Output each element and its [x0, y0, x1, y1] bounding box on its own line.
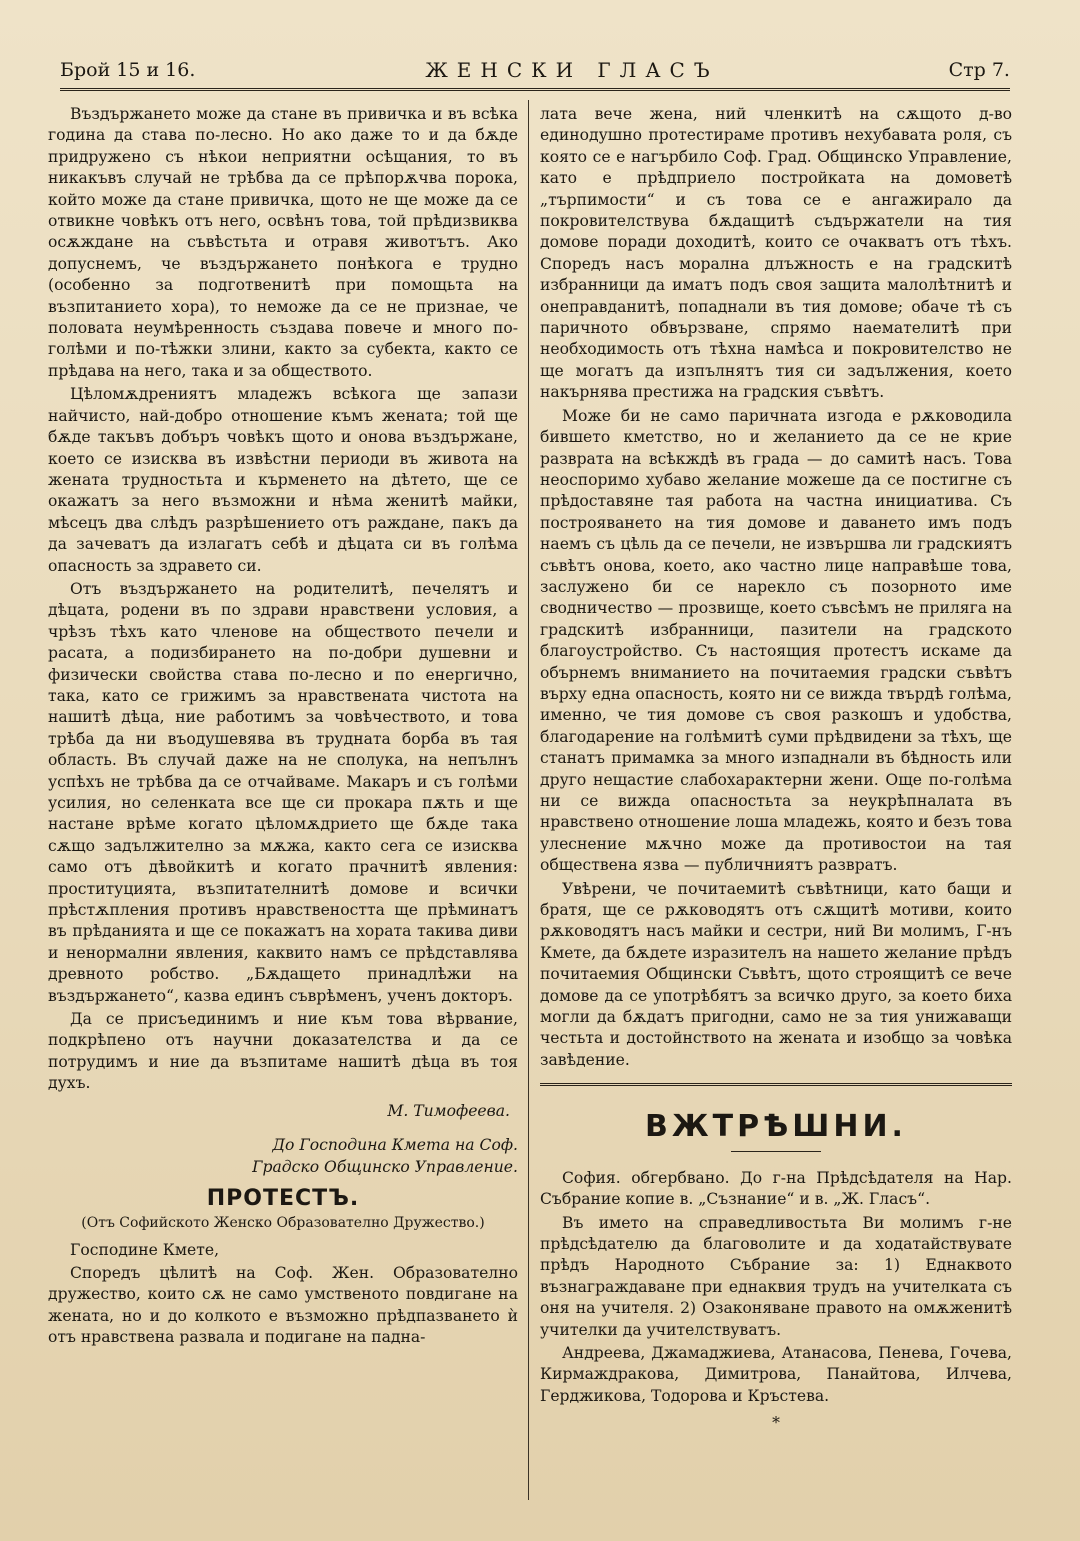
section-heading: ВЖТРѢШНИ. [645, 1109, 907, 1145]
article-paragraph: Въздържането може да стане въ привичка и въ всѣка година да става по-лесно. Но ако даже то и да бѫде придружено съ нѣкои неприятни осѣщания, то въ никакъвъ случай не трѣбва да се прѣпорѫчва порока, който може да стане привичка, щото не ще може да се отвикне човѣкъ отъ него, освѣнъ това, той прѣдизвиква осѫждане на съвѣстьта и отравя животътъ. Ако допуснемъ, че въздържането понѣкога е трудно (особенно за подготвенитѣ при помощьта на възпитанието хора), то неможе да се не признае, че половата неумѣренность създава повече и много по-голѣми и по-тѣжки злини, както за субекта, както се прѣдава на него, така и за обществото. [48, 105, 518, 380]
end-mark: * [772, 1414, 780, 1433]
author-signature: М. Тимофеева. [387, 1101, 510, 1120]
header-rule [60, 88, 1010, 91]
article-paragraph: Отъ въздържането на родителитѣ, печелятъ и дѣцата, родени въ по здрави нравствени условия, а чрѣзъ тѣхъ като членове на обществото печели и расата, а подизбирането на по-добри душевни и физически свойства става по-лесно и по енергично, така, като се грижимъ за нравствената чистота на нашитѣ дѣца, ние работимъ за човѣчеството, и това трѣба да ни въодушевява въ трудната борба въ тая область. Въ случай даже на не сполука, на непълнъ успѣхъ не трѣбва да се отчайваме. Макаръ и съ голѣми усилия, но селенката все ще си прокара пѫть и ще настане врѣме когато цѣломѫдрието ще бѫде така сѫщо задължително за мѫжа, както сега се изисква само отъ дѣвойкитѣ и когато прачнитѣ явления: проституцията, възпитателнитѣ домове и всички прѣстѫпления противъ нравствеността ще прѣминатъ въ прѣданията и ще се покажатъ на хората такива диви и ненормални явления, каквито намъ се прѣдставлява древното робство. „Бѫдащето принадлѣжи на въздържането“, казва единъ съврѣменъ, ученъ докторъ. [48, 579, 518, 1005]
notice-intro: София. обгербвано. До г-на Прѣдсѣдателя на Нар. Събрание копие в. „Съзнание“ и в. „Ж. Гласъ“. [540, 1168, 1012, 1209]
greeting: Господине Кмете, [70, 1240, 220, 1259]
page-header [60, 50, 1010, 90]
address-line: До Господина Кмета на Соф. [272, 1136, 518, 1155]
issue-number: Брой 15 и 16. [60, 59, 196, 81]
letter-address [48, 1134, 518, 1178]
article-paragraph: Цѣломѫдрениятъ младежъ всѣкога ще запази найчисто, най-добро отношение къмъ жената; той ще бѫде такъвъ добъръ човѣкъ щото и онова въздържане, което се изисква въ извѣстни периоди въ живота на жената трудностьта и кърменето на дѣтето, ще се окажатъ за него възможни и нѣма женитѣ майки, мѣсецъ два слѣдъ разрѣшението отъ раждане, пакъ да да зачеватъ да излагатъ себѣ и дѣцата си въ голѣма опасность за здравето си. [48, 385, 518, 575]
protest-heading: ПРОТЕСТЪ. [206, 1186, 360, 1212]
section-rule [540, 1083, 1012, 1086]
left-column [48, 104, 518, 1501]
signatories: Андреева, Джамаджиева, Атанасова, Пенева, Гочева, Кирмаждракова, Димитрова, Панайтова, Илчева, Герджикова, Тодорова и Кръстева. [540, 1343, 1012, 1405]
page-number: Стр 7. [948, 59, 1010, 81]
right-column [540, 104, 1012, 1501]
article-paragraph: Може би не само паричната изгода е рѫководила бившето кметство, но и желанието да се не крие разврата на всѣкждѣ въ града — до самитѣ насъ. Това неоспоримо хубаво желание можеше да се постигне съ прѣдоставяне тая работа на частна инициатива. Съ построяването на тия домове и даването имъ подъ наемъ съ цѣль да се печели, не извършва ли градскиятъ съвѣтъ онова, което, ако частно лице направѣше това, заслужено би се нарекло съ позорното име сводничество — прозвище, което съвсѣмъ не приляга на градскитѣ избранници, пазители на градското благоустройство. Съ настоящия протестъ искаме да обърнемъ вниманието на почитаемия градски съвѣтъ върху една опасность, която ни се вижда твърдѣ голѣма, именно, че тия домове съ своя разкошъ и удобства, благодарение на голѣмитѣ суми прѣдвидени за тѣхъ, ще станатъ примамка за много изпаднали въ бѣдность или друго нещастие слабохарактерни жени. Още по-голѣма ни се вижда опасностьта за неукрѣпналата въ нравствено отношение лоша младежь, която и безъ това улеснение мѫчно може да противостои на тая обществена язва — публичниятъ развратъ. [540, 406, 1012, 875]
newspaper-title: ЖЕНСКИ ГЛАСЪ [425, 58, 719, 82]
article-paragraph: Споредъ цѣлитѣ на Соф. Жен. Образователно дружество, които сѫ не само умственото повдигане на жената, но и до колкото е възможно прѣдпазването ѝ отъ нравствена развала и подигане на падна- [48, 1263, 518, 1347]
notice-body: Въ името на справедливостьта Ви молимъ г-не прѣдсѣдателю да благоволите и да ходатайствувате прѣдъ Народното Събрание за: 1) Еднаквото възнаграждаване при еднаквия трудъ на учителката съ оня на учителя. 2) Озаконяване правото на омѫженитѣ учителки да учителствуватъ. [540, 1213, 1012, 1339]
article-paragraph: Да се присъединимъ и ние към това вѣрвание, подкрѣпено отъ научни доказателства и да се потрудимъ и ние да възпитаме нашитѣ дѣца въ тоя духъ. [48, 1010, 518, 1093]
column-divider [528, 100, 529, 1500]
protest-subtitle: (Отъ Софийското Женско Образователно Дружество.) [81, 1214, 485, 1231]
article-paragraph: Увѣрени, че почитаемитѣ съвѣтници, като бащи и братя, ще се рѫководятъ отъ сѫщитѣ мотиви, които рѫководятъ насъ майки и сестри, ний Ви молимъ, Г-нъ Кмете, да бѫдете изразителъ на нашето желание прѣдъ почитаемия Общински Съвѣтъ, щото строящитѣ се вече домове да се употрѣбятъ за всичко друго, за което биха могли да бѫдатъ пригодни, само не за тия унижаващи честьта и достойнството на жената и изобщо за човѣка завѣдение. [540, 879, 1012, 1069]
address-line: Градско Общинско Управление. [252, 1158, 518, 1177]
article-paragraph: лата вече жена, ний членкитѣ на сѫщото д-во единодушно протестираме противъ нехубавата роля, съ която се е нагърбило Соф. Град. Общинско Управление, като е прѣдприело постройката на домоветѣ „търпимости“ и съ това се е ангажирало да покровителствува бѫдащитѣ съдържатели на тия домове поради доходитѣ, които се очакватъ отъ тѣхъ. Споредъ насъ морална длъжность е на градскитѣ избранници да иматъ подъ своя защита малолѣтнитѣ и онеправданитѣ, попаднали въ тия домове; обаче тѣ съ паричното обвързване, спрямо наемателитѣ при необходимость отъ тѣхна намѣса и покровителство не ще могатъ да изпълнятъ тия си задължения, което накърнява престижа на градския съвѣтъ. [540, 105, 1012, 402]
ornament-divider [540, 1146, 1012, 1156]
